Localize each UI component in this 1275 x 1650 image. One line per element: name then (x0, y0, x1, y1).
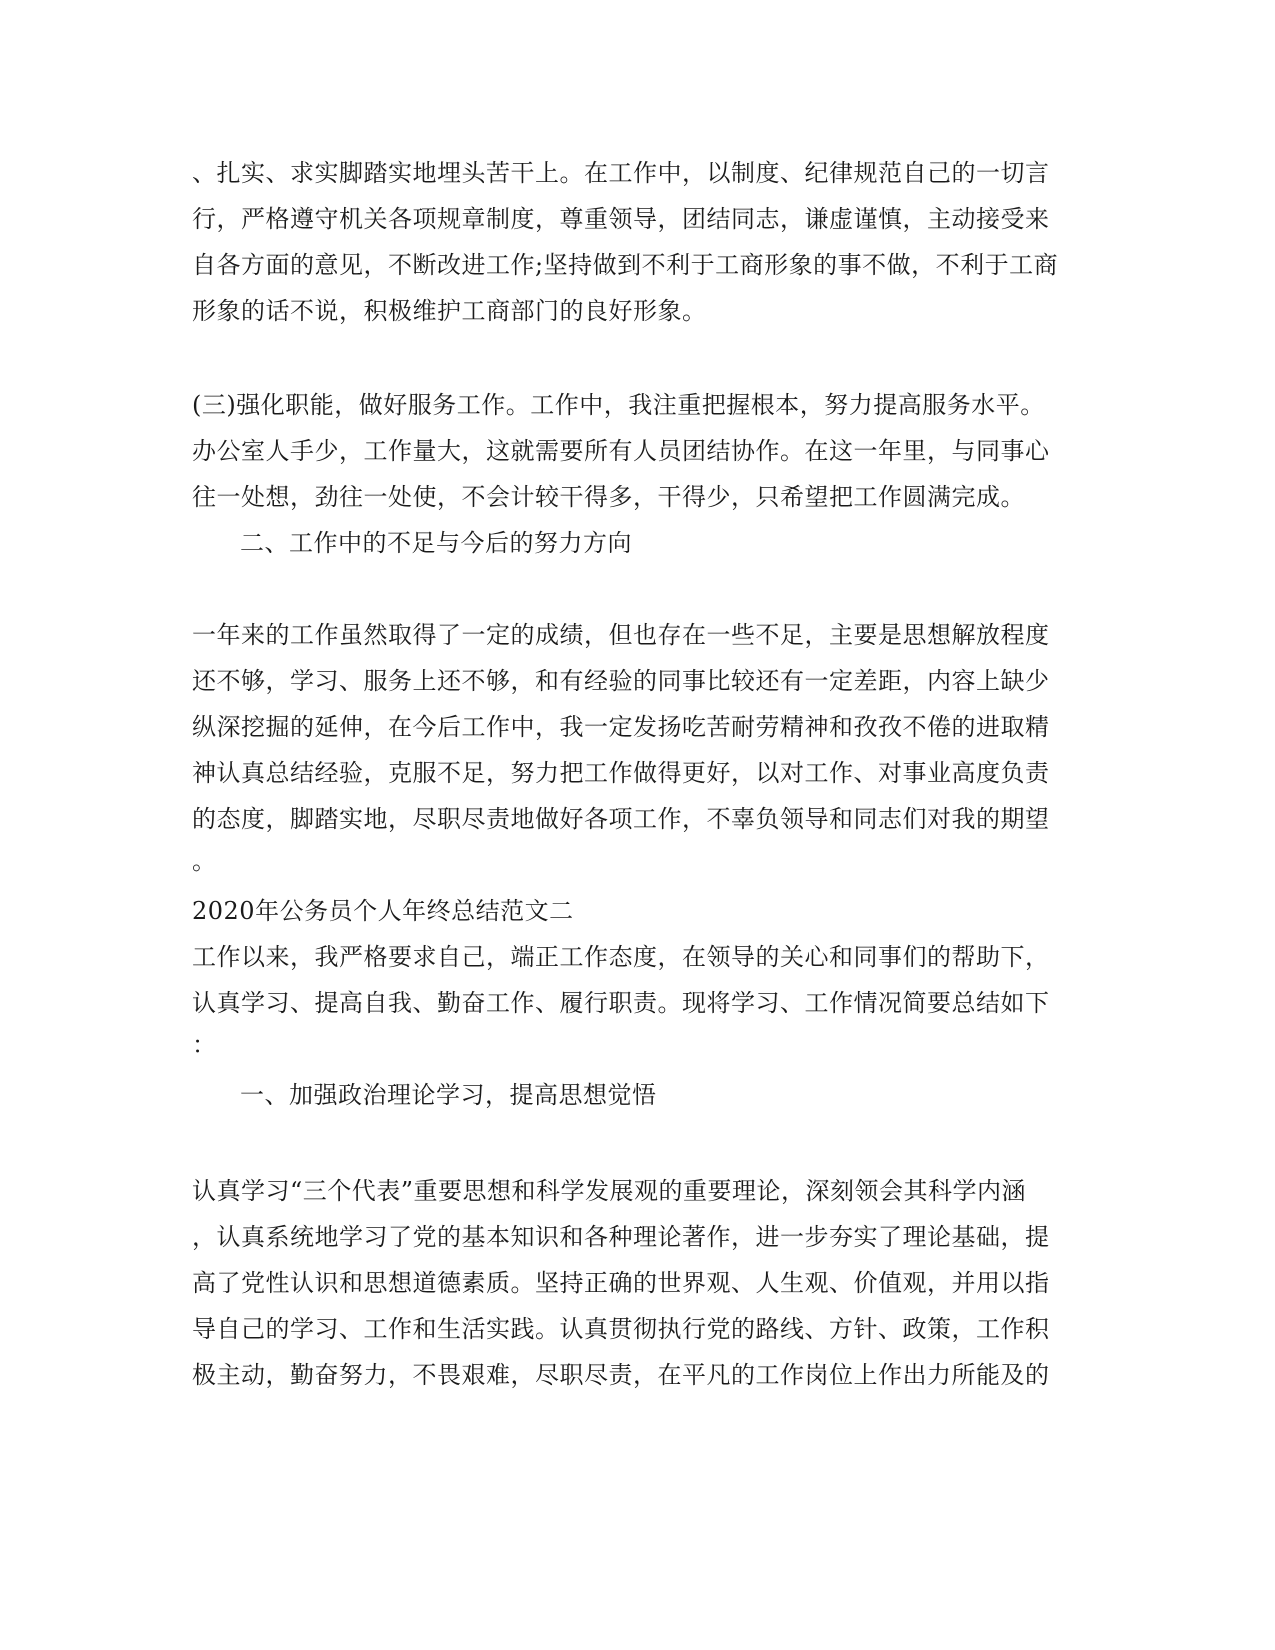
text-line: 办公室人手少，工作量大，这就需要所有人员团结协作。在这一年里，与同事心 (192, 437, 1050, 465)
text-line: 行，严格遵守机关各项规章制度，尊重领导，团结同志，谦虚谨慎，主动接受来 (192, 205, 1050, 233)
text-line: 一年来的工作虽然取得了一定的成绩，但也存在一些不足，主要是思想解放程度 (192, 621, 1050, 649)
text-line: 形象的话不说，积极维护工商部门的良好形象。 (192, 297, 707, 325)
text-line: 纵深挖掘的延伸，在今后工作中，我一定发扬吃苦耐劳精神和孜孜不倦的进取精 (192, 713, 1050, 741)
text-line: 导自己的学习、工作和生活实践。认真贯彻执行党的路线、方针、政策，工作积 (192, 1315, 1050, 1343)
text-line: 。 (192, 847, 217, 875)
text-line: 认真学习、提高自我、勤奋工作、履行职责。现将学习、工作情况简要总结如下 (192, 989, 1050, 1017)
text-line: 高了党性认识和思想道德素质。坚持正确的世界观、人生观、价值观，并用以指 (192, 1269, 1050, 1297)
section-heading: 一、加强政治理论学习，提高思想觉悟 (240, 1081, 657, 1109)
text-line: 神认真总结经验，克服不足，努力把工作做得更好，以对工作、对事业高度负责 (192, 759, 1050, 787)
text-line: 工作以来，我严格要求自己，端正工作态度，在领导的关心和同事们的帮助下， (192, 943, 1050, 971)
text-line: 往一处想，劲往一处使，不会计较干得多，干得少，只希望把工作圆满完成。 (192, 483, 1025, 511)
text-line: 、扎实、求实脚踏实地埋头苦干上。在工作中，以制度、纪律规范自己的一切言 (192, 159, 1050, 187)
text-line: 认真学习“三个代表”重要思想和科学发展观的重要理论，深刻领会其科学内涵 (192, 1177, 1027, 1205)
text-line: 极主动，勤奋努力，不畏艰难，尽职尽责，在平凡的工作岗位上作出力所能及的 (192, 1361, 1050, 1389)
text-line: ，认真系统地学习了党的基本知识和各种理论著作，进一步夯实了理论基础，提 (192, 1223, 1050, 1251)
section-heading: 二、工作中的不足与今后的努力方向 (240, 529, 632, 557)
text-line: 自各方面的意见，不断改进工作;坚持做到不利于工商形象的事不做，不利于工商 (192, 251, 1059, 279)
document-title: 2020年公务员个人年终总结范文二 (192, 897, 574, 925)
text-line: 的态度，脚踏实地，尽职尽责地做好各项工作，不辜负领导和同志们对我的期望 (192, 805, 1050, 833)
text-line: 还不够，学习、服务上还不够，和有经验的同事比较还有一定差距，内容上缺少 (192, 667, 1050, 695)
text-line: (三)强化职能，做好服务工作。工作中，我注重把握根本，努力提高服务水平。 (192, 391, 1045, 419)
text-line: ： (192, 1031, 217, 1059)
